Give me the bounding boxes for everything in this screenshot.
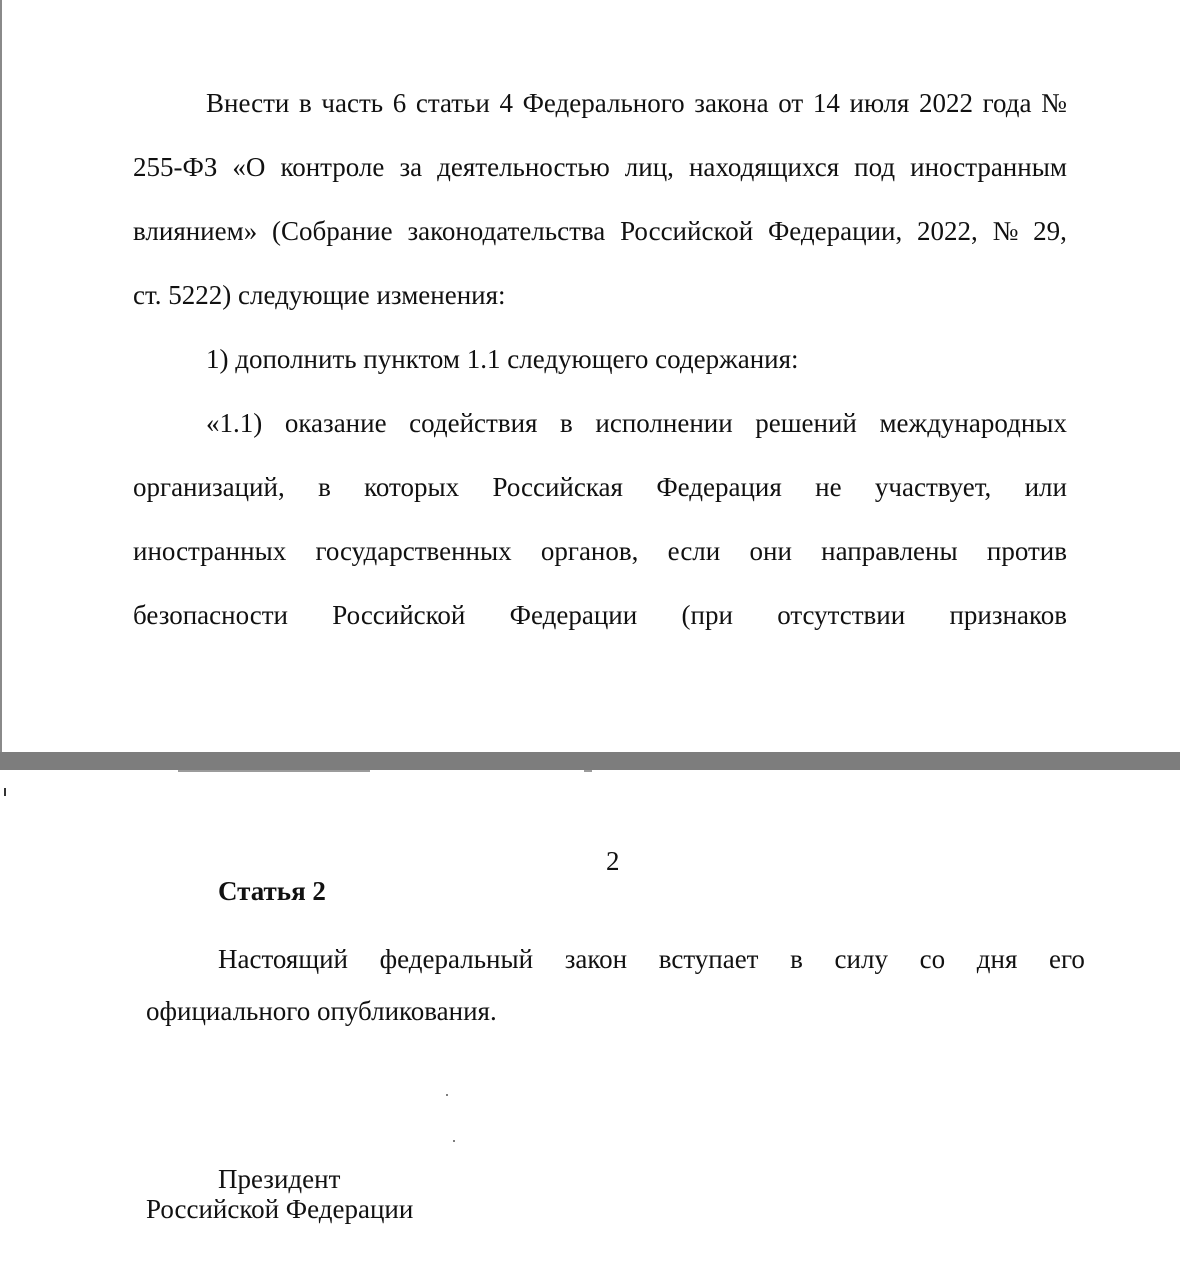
document-page-2	[0, 770, 1180, 1280]
word: под	[854, 152, 896, 182]
word: безопасности	[133, 600, 288, 630]
word: часть	[321, 88, 384, 118]
word: дня	[976, 944, 1018, 974]
word: закон	[564, 944, 628, 974]
word: находящихся	[688, 152, 840, 182]
word: Федерации,	[767, 216, 903, 246]
word: в	[318, 472, 331, 502]
word: участвует,	[874, 472, 992, 502]
word: в	[790, 944, 803, 974]
word: направлены	[821, 536, 958, 566]
paragraph-1-line-1	[206, 86, 1067, 120]
quote-line-3	[133, 534, 1067, 568]
word: Федерального	[522, 88, 685, 118]
word: содействия	[409, 408, 538, 438]
word: против	[986, 536, 1067, 566]
word: «1.1)	[206, 408, 263, 438]
word: за	[399, 152, 423, 182]
word: июля	[849, 88, 910, 118]
word: иностранным	[910, 152, 1067, 182]
word: его	[1049, 944, 1085, 974]
page-separator	[0, 752, 1180, 770]
signature-organization: Российской Федерации	[146, 1194, 414, 1224]
article-text-line-2: официального опубликования.	[146, 996, 497, 1026]
word: решений	[755, 408, 857, 438]
word: органов,	[540, 536, 639, 566]
article-title: Статья 2	[218, 876, 326, 906]
word: Внести	[206, 88, 290, 118]
item-1-line: 1) дополнить пунктом 1.1 следующего содержания:	[206, 344, 799, 374]
edge-artifact	[4, 788, 6, 796]
article-text-line-1	[218, 942, 1085, 976]
word: Федерация	[656, 472, 782, 502]
word: или	[1024, 472, 1067, 502]
word: 14	[812, 88, 840, 118]
page-number: 2	[606, 846, 620, 876]
word: 6	[392, 88, 407, 118]
quote-line-4	[133, 598, 1067, 632]
word: от	[778, 88, 804, 118]
word: оказание	[284, 408, 387, 438]
word: Федерации	[509, 600, 638, 630]
word: которых	[364, 472, 460, 502]
word: законодательства	[407, 216, 606, 246]
word: в	[560, 408, 573, 438]
word: исполнении	[595, 408, 733, 438]
word: Российской	[620, 216, 754, 246]
word: (при	[681, 600, 733, 630]
word: года	[982, 88, 1032, 118]
word: со	[919, 944, 946, 974]
signature-title: Президент	[218, 1164, 341, 1194]
word: федеральный	[379, 944, 534, 974]
word: Российская	[492, 472, 623, 502]
word: признаков	[949, 600, 1067, 630]
word: 255-ФЗ	[133, 152, 218, 182]
word: в	[299, 88, 312, 118]
scan-dot	[453, 1140, 455, 1142]
word: силу	[834, 944, 888, 974]
word: контроле	[280, 152, 385, 182]
word: (Собрание	[272, 216, 393, 246]
quote-line-1	[206, 406, 1067, 440]
word: №	[992, 216, 1019, 246]
word: статьи	[415, 88, 490, 118]
word: 4	[499, 88, 513, 118]
scan-dot	[446, 1094, 448, 1096]
word: государственных	[315, 536, 512, 566]
paragraph-1-line-2	[133, 150, 1067, 184]
word: международных	[879, 408, 1067, 438]
paragraph-1-line-3	[133, 214, 1067, 248]
word: если	[667, 536, 721, 566]
paragraph-1-line-4: ст. 5222) следующие изменения:	[133, 280, 506, 310]
word: организаций,	[133, 472, 285, 502]
word: они	[749, 536, 792, 566]
word: иностранных	[133, 536, 287, 566]
scan-artifact-line	[178, 770, 370, 772]
word: закона	[694, 88, 769, 118]
word: №	[1041, 88, 1067, 118]
word: вступает	[658, 944, 759, 974]
word: «О	[232, 152, 266, 182]
word: отсутствии	[777, 600, 906, 630]
word: 2022	[918, 88, 973, 118]
word: Российской	[332, 600, 466, 630]
word: деятельностью	[437, 152, 610, 182]
word: лиц,	[624, 152, 674, 182]
word: влиянием»	[133, 216, 258, 246]
quote-line-2	[133, 470, 1067, 504]
scan-artifact-mark	[584, 770, 592, 772]
word: 2022,	[917, 216, 978, 246]
word: Настоящий	[218, 944, 349, 974]
word: не	[815, 472, 842, 502]
word: 29,	[1033, 216, 1067, 246]
